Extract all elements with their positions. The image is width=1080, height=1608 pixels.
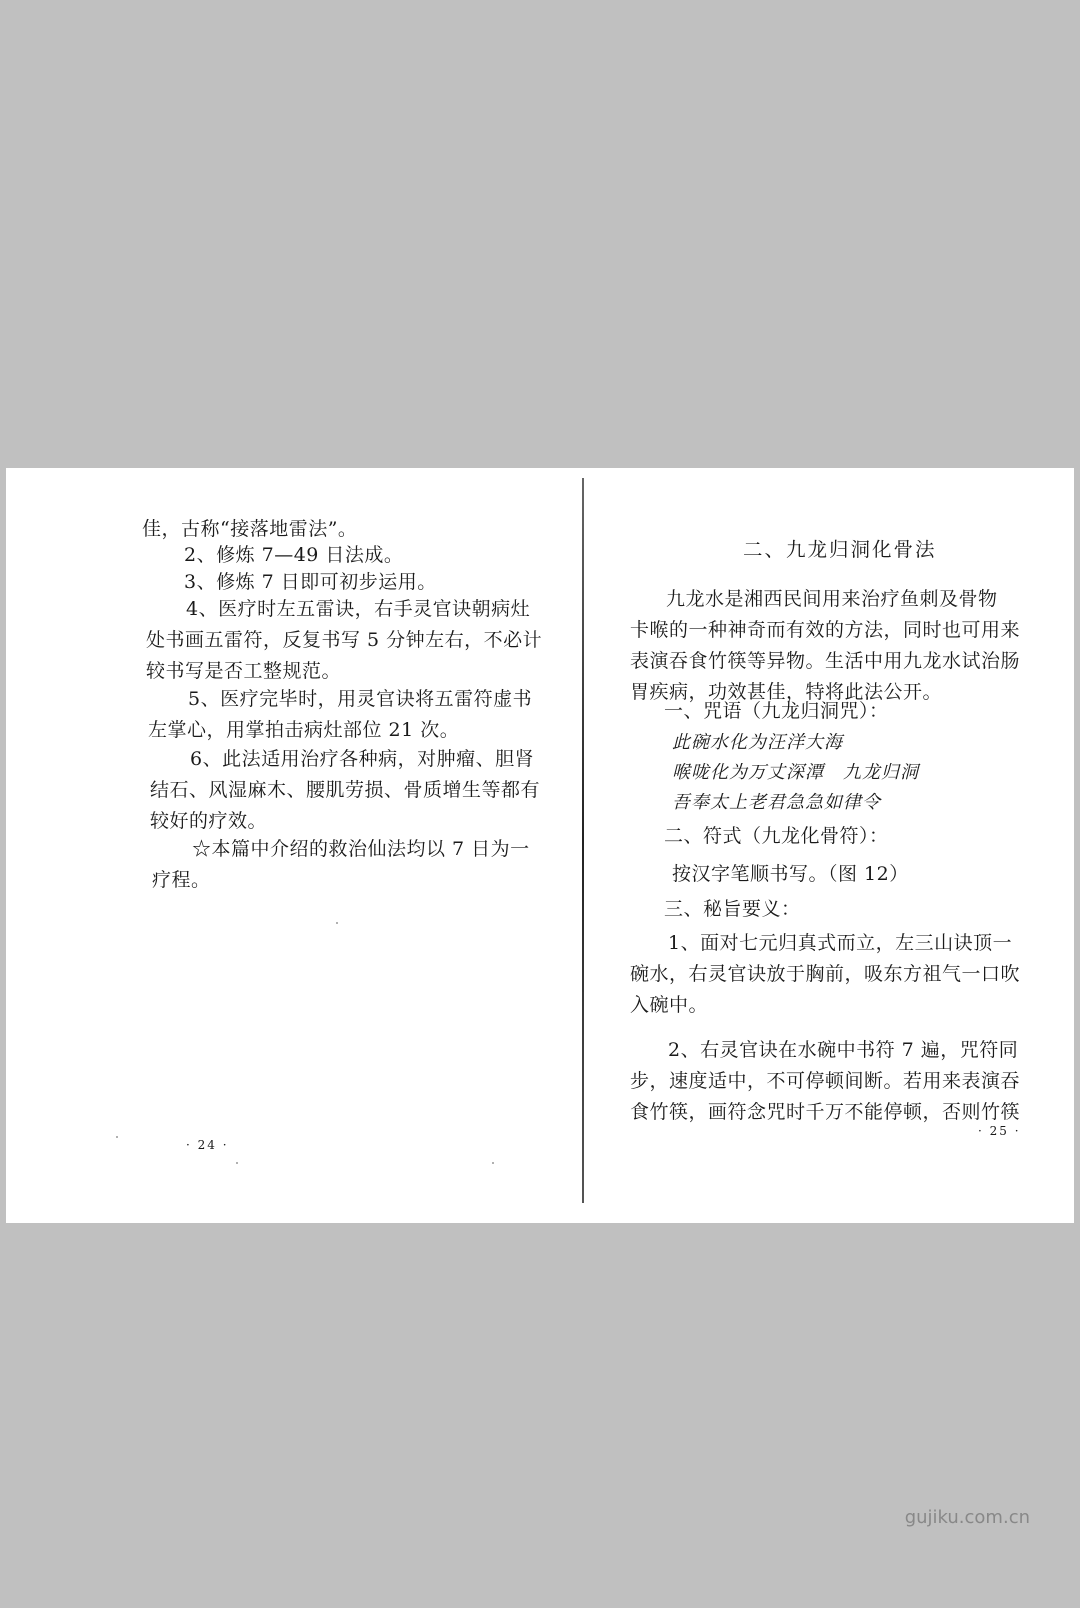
text-line: 结石、风湿麻木、腰肌劳损、骨质增生等都有 — [150, 779, 541, 801]
text-line: 九龙水是湘西民间用来治疗鱼刺及骨物 — [666, 588, 998, 610]
paper-speck — [236, 1162, 238, 1164]
incantation-line: 喉咙化为万丈深潭 九龙归洞 — [672, 762, 919, 783]
text-line: 2、右灵官诀在水碗中书符 7 遍，咒符同 — [668, 1039, 1019, 1061]
intro-paragraph — [630, 584, 1020, 708]
text-line: 5、医疗完毕时，用灵官诀将五雷符虚书 — [188, 688, 533, 710]
text-line: 处书画五雷符，反复书写 5 分钟左右，不必计 — [146, 629, 543, 651]
paragraph-4 — [146, 594, 542, 687]
text-line: 步，速度适中，不可停顿间断。若用来表演吞 — [630, 1070, 1021, 1092]
text-line: 胃疾病，功效甚佳，特将此法公开。 — [630, 681, 943, 703]
incantation-line: 吾奉太上老君急急如律令 — [672, 792, 881, 813]
page-number: · 25 · — [978, 1124, 1021, 1138]
section-1-title: 一、咒语（九龙归洞咒）： — [664, 700, 889, 722]
text-line: 左掌心，用掌拍击病灶部位 21 次。 — [148, 719, 460, 741]
text-line: 入碗中。 — [630, 994, 709, 1016]
item-1 — [630, 928, 1020, 1021]
paper-speck — [116, 1136, 118, 1138]
text-line: 卡喉的一种神奇而有效的方法，同时也可用来 — [630, 619, 1021, 641]
paper-speck — [492, 1162, 494, 1164]
paper-speck — [336, 922, 338, 924]
text-line: 4、医疗时左五雷诀，右手灵官诀朝病灶 — [186, 598, 531, 620]
text-line: 2、修炼 7—49 日法成。 — [184, 544, 404, 566]
text-line: 1、面对七元归真式而立，左三山诀顶一 — [668, 932, 1013, 954]
left-page — [6, 468, 582, 1223]
paragraph-6 — [150, 744, 540, 837]
text-line: 佳，古称“接落地雷法”。 — [142, 518, 358, 540]
text-line: 6、此法适用治疗各种病，对肿瘤、胆肾 — [190, 748, 535, 770]
text-line: 较好的疗效。 — [150, 810, 268, 832]
site-watermark: gujiku.com.cn — [904, 1507, 1030, 1528]
text-line: ☆本篇中介绍的救治仙法均以 7 日为一 — [192, 838, 530, 860]
incantation-line: 此碗水化为汪洋大海 — [672, 732, 843, 753]
text-line: 较书写是否工整规范。 — [146, 660, 342, 682]
book-spread — [6, 468, 1074, 1223]
text-line: 3、修炼 7 日即可初步运用。 — [184, 571, 437, 593]
right-page — [584, 468, 1074, 1223]
section-heading: 二、九龙归洞化骨法 — [743, 538, 937, 561]
section-2-title: 二、符式（九龙化骨符）： — [664, 825, 889, 847]
text-line: 碗水，右灵官诀放于胸前，吸东方祖气一口吹 — [630, 963, 1021, 985]
item-2 — [630, 1035, 1020, 1128]
section-3-title: 三、秘旨要义： — [664, 898, 801, 920]
text-line: 表演吞食竹筷等异物。生活中用九龙水试治肠 — [630, 650, 1021, 672]
paragraph-7 — [152, 834, 530, 896]
page-number: · 24 · — [186, 1138, 229, 1152]
section-2-text: 按汉字笔顺书写。（图 12） — [672, 863, 909, 885]
text-line: 食竹筷，画符念咒时千万不能停顿，否则竹筷 — [630, 1101, 1021, 1123]
incantation — [672, 728, 919, 818]
paragraph-5 — [148, 684, 532, 746]
text-line: 疗程。 — [152, 869, 211, 891]
